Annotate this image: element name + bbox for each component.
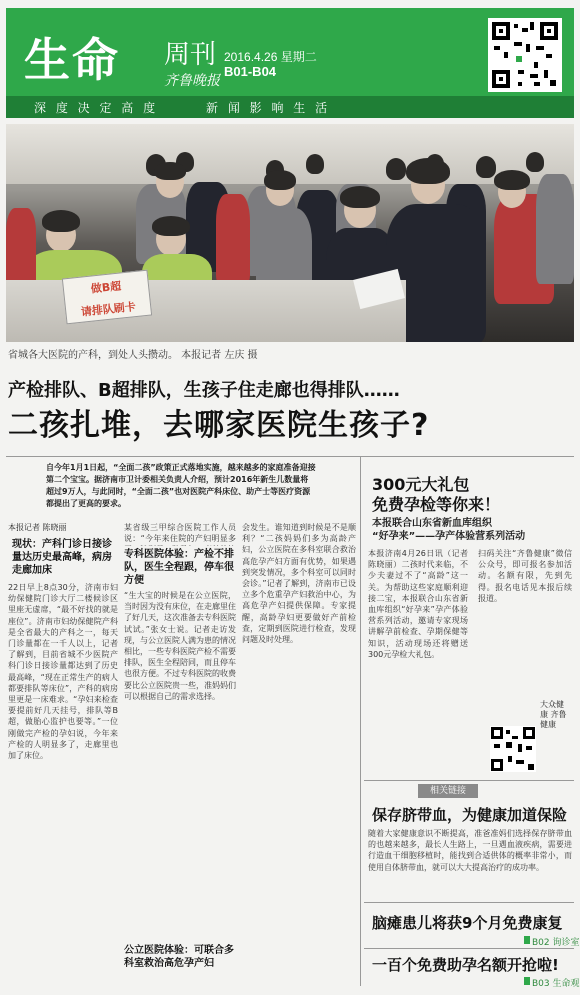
photo-caption: 省城各大医院的产科，到处人头攒动。 本报记者 左庆 摄 — [8, 350, 258, 361]
promo-text: 本报济南4月26日讯（记者 陈晓丽）二孩时代来临，不少夫妻过不了“高龄”这一关。为帮助这些家庭顺利迎接二宝，本报联合山东省新血库组织“好孕来”孕产体验营系列活动，邀请专家现场讲解孕前检查、孕期保健等知识，活动现场还将赠送300元孕检大礼包。 — [368, 549, 468, 659]
headline-kicker: 产检排队、B超排队，生孩子住走廊也得排队…… — [8, 380, 400, 401]
slogan-right: 新 闻 影 响 生 活 — [206, 101, 331, 115]
lead-paragraph: 自今年1月1日起，“全面二孩”政策正式落地实施，越来越多的家庭准备迎接第二个宝宝。据济南市卫计委相关负责人介绍，预计2016年新生儿数量将超过9万人，与此同时，“全面二孩”也对医院产科床位、助产士等医疗资源都提出了更高的要求。 — [46, 463, 316, 508]
promo-text-2: 扫码关注“齐鲁健康”微信公众号，即可报名参加活动。名额有限，先到先得。报名电话见本报后续报道。 — [478, 549, 572, 603]
qr-label: 大众健康 齐鲁健康 — [540, 700, 567, 729]
col3-text: 会发生。谁知道到时候是不是顺利？“二孩妈妈们多为高龄产妇，公立医院在多科室联合救治高危孕产妇方面有优势，如果遇到突发情况，多个科室可以同时会诊。”记者了解到，济南市已设立多个危重孕产妇救治中心，为高危孕产妇提供保障。专家提醒，高龄孕妇更要做好产前检查，定期到医院进行检查，发现问题及时处理。 — [242, 523, 356, 645]
footer-item-2: 一百个免费助孕名额开抢啦! — [372, 956, 559, 974]
promo-title-2: 免费孕检等你来！ — [372, 495, 501, 514]
col2-text: 某省级三甲综合医院工作人员说：“今年来住院的产妇明显多 — [124, 523, 236, 544]
promo-qr-code-icon — [490, 726, 536, 772]
qr-code-icon — [488, 18, 562, 92]
masthead — [6, 8, 574, 118]
promo-subtitle-1: 本报联合山东省新血库组织 — [372, 518, 492, 529]
col2-text-2: “生大宝的时候是在公立医院，当时因为没有床位，在走廊里住了好几天，这次准备去专科医院试试。”张女士说。记者走访发现，与公立医院人满为患的情况相比，一些专科医院产检不需要排队，医生全程陪同，而且停车也很方便。不过专科医院的收费要比公立医院贵一些，准妈妈们可以根据自己的需求选择。 — [124, 591, 236, 701]
main-headline: 二孩扎堆，去哪家医院生孩子? — [8, 408, 430, 443]
col1-text: 22日早上8点30分，济南市妇幼保健院门诊大厅二楼候诊区里座无虚席，“最不好找的就是座位”。济南市妇幼保健院产科是全省最大的产科之一，每天门诊量都在一千人以上，记者了解到，目前省城不少医院产科门诊日接诊量都达到了历史最高峰，“现在正常生产的病人都要排队等床位”，产科的病房里更是一床难求。“孕妇来检查要提前好几天挂号，排队等B超，做胎心监护也要等。”一位刚做完产检的孕妇说，今年来产检的人明显多了，走廊里也加了床位。 — [8, 583, 118, 761]
footer-item-1: 脑瘫患儿将获9个月免费康复 — [372, 914, 563, 932]
related-text: 随着大家健康意识不断提高，准爸准妈们选择保存脐带血的也越来越多，最长人生路上，一旦遇血液疾病，需要进行造血干细胞移植时，能找到合适供体的概率非常小，而使用自体脐带血，就可以大大提高治疗的成功率。 — [368, 829, 572, 872]
paper-name: 齐鲁晚报 — [164, 73, 220, 89]
col1-subhead: 现状：产科门诊日接诊量达历史最高峰，病房走廊加床 — [12, 539, 112, 576]
page-range: B01-B04 — [224, 64, 277, 79]
col2-subhead: 专科医院体验：产检不排队，医生全程跟，停车很方便 — [124, 549, 234, 586]
promo-subtitle-2: “好孕来”——孕产体验营系列活动 — [372, 531, 526, 542]
hospital-queue-photo — [6, 124, 574, 342]
col2-subhead-2: 公立医院体验：可联合多科室救治高危孕产妇 — [124, 945, 234, 969]
byline: 本报记者 陈晓丽 — [8, 523, 67, 532]
related-tag: 相关链接 — [418, 784, 478, 798]
footer-ref-2: B03 生命观 — [532, 979, 580, 989]
promo-title-1: 300元大礼包 — [372, 475, 470, 494]
related-title: 保存脐带血，为健康加道保险 — [372, 806, 568, 824]
slogan-left: 深 度 决 定 高 度 — [34, 101, 159, 115]
section-title: 周刊 — [164, 40, 217, 70]
issue-date: 2016.4.26 星期二 — [224, 50, 317, 64]
queue-sign: 做B超 请排队刷卡 — [62, 270, 152, 325]
footer-ref-1: B02 询诊室 — [532, 938, 580, 948]
slogan-bar — [6, 96, 574, 118]
masthead-logo: 生命 — [24, 33, 120, 87]
